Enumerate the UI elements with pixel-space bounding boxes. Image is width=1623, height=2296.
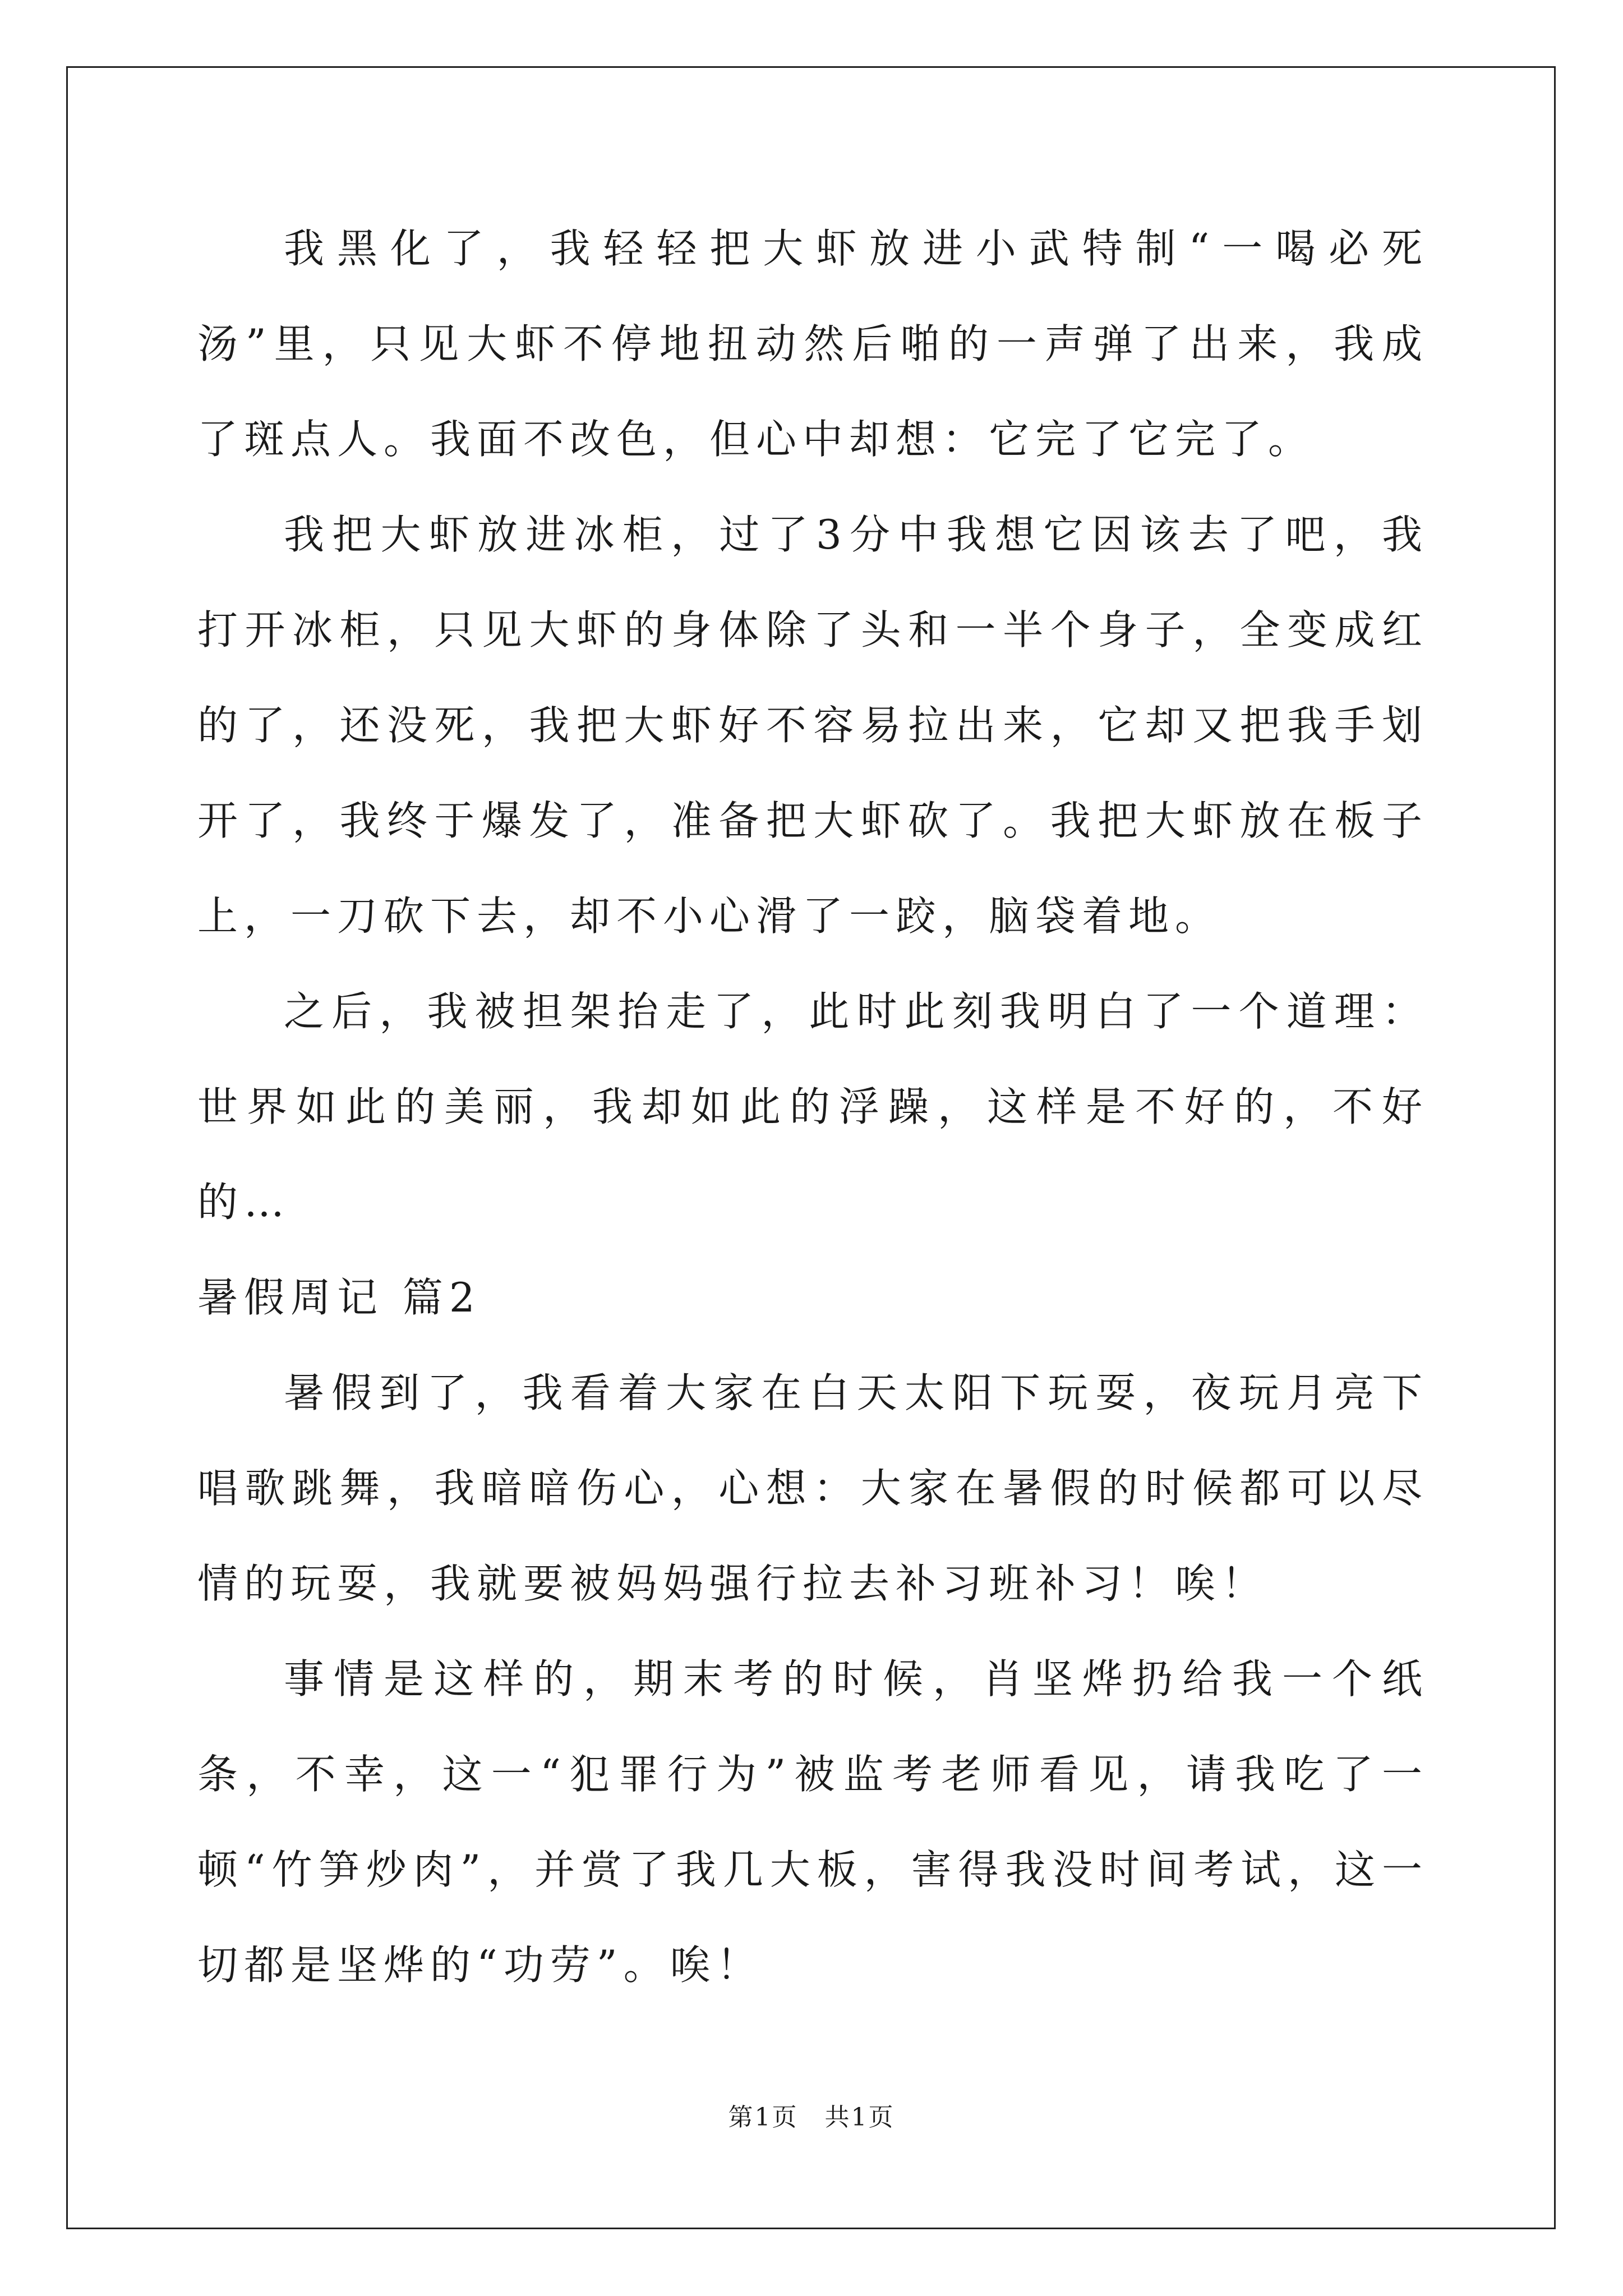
section-heading: 暑假周记 篇2 (197, 1274, 481, 1321)
paragraph: 事情是这样的，期末考的时候，肖坚烨扔给我一个纸条，不幸，这一“犯罪行为”被监考老师看见，请我吃了一顿“竹笋炒肉”，并赏了我几大板，害得我没时间考试，这一切都是坚烨的“功劳”。唉！ (197, 1655, 1428, 1989)
paragraph: 我把大虾放进冰柜，过了3分中我想它因该去了吧，我打开冰柜，只见大虾的身体除了头和一半个身子，全变成红的了，还没死，我把大虾好不容易拉出来，它却又把我手划开了，我终于爆发了，准备把大虾砍了。我把大虾放在板子上，一刀砍下去，却不小心滑了一跤，脑袋着地。 (197, 511, 1428, 940)
document-body (197, 201, 1428, 2013)
paragraph: 暑假到了，我看着大家在白天太阳下玩耍，夜玩月亮下唱歌跳舞，我暗暗伤心，心想：大家在暑假的时候都可以尽情的玩耍，我就要被妈妈强行拉去补习班补习！唉！ (197, 1369, 1428, 1607)
paragraph: 我黑化了，我轻轻把大虾放进小武特制“一喝必死汤”里，只见大虾不停地扭动然后啪的一声弹了出来，我成了斑点人。我面不改色，但心中却想：它完了它完了。 (197, 225, 1428, 463)
page-footer: 第1页 共1页 (728, 2103, 895, 2132)
paragraph: 之后，我被担架抬走了，此时此刻我明白了一个道理：世界如此的美丽，我却如此的浮躁，这样是不好的，不好的… (197, 988, 1428, 1226)
